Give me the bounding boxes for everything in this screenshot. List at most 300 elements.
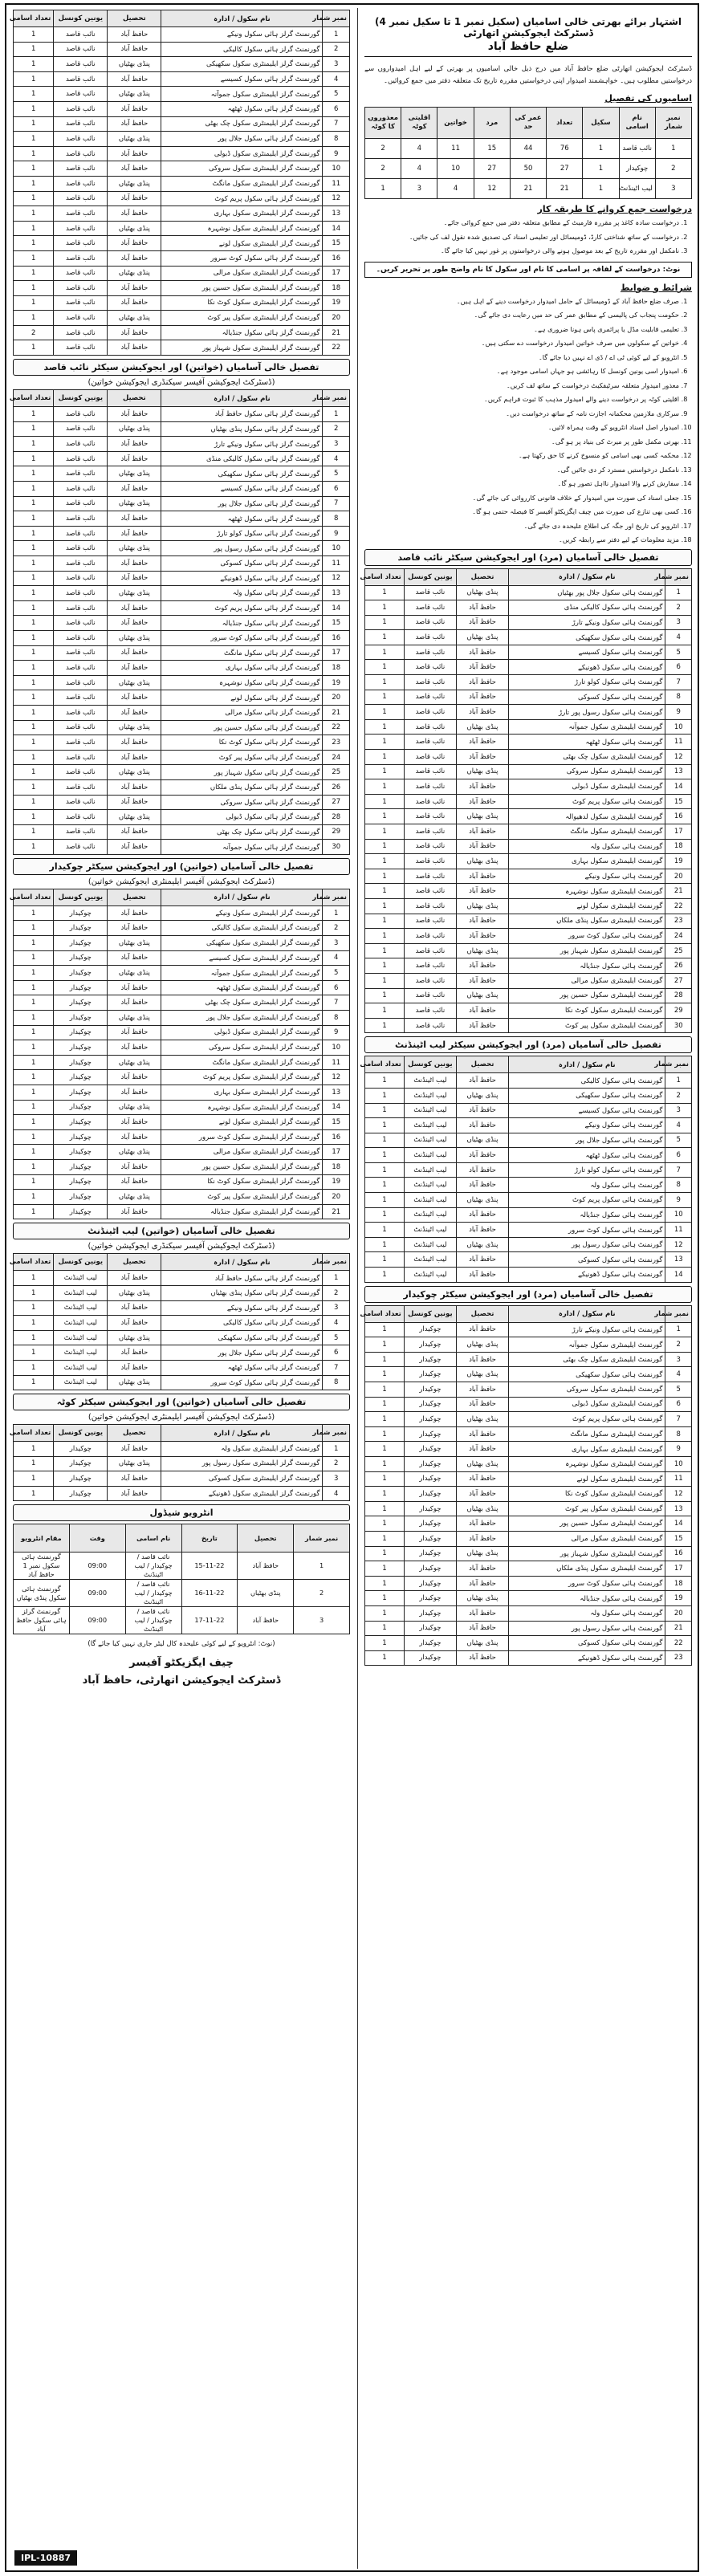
table-cell: پنڈی بھٹیاں (456, 1337, 508, 1353)
table-cell: 8 (323, 1011, 350, 1026)
table-cell: گورنمنٹ ایلیمنٹری سکول چک بھٹی (509, 1352, 665, 1367)
term-item: 3. تعلیمی قابلیت مڈل یا پرائمری پاس ہونا ضروری ہے۔ (364, 324, 679, 336)
table-cell: 1 (665, 1322, 692, 1337)
table-cell: گورنمنٹ گرلز ایلیمنٹری سکول سکھیکی (161, 57, 323, 72)
table-cell: نائب قاصد (54, 146, 108, 161)
table-cell: پنڈی بھٹیاں (456, 1193, 508, 1208)
term-item: 5. انٹرویو کے لیے کوئی ٹی اے / ڈی اے نہیں دیا جائے گا۔ (364, 352, 679, 364)
table-cell: نائب قاصد (54, 206, 108, 222)
vacancy-table-subtitle: (ڈسٹرکٹ ایجوکیشن آفیسر ایلیمنٹری ایجوکیشن خواتین) (87, 1413, 275, 1422)
table-cell: پنڈی بھٹیاں (456, 1237, 508, 1252)
table-cell: 3 (665, 615, 692, 630)
table-cell: حافظ آباد (456, 1252, 508, 1268)
table-row (365, 1088, 692, 1103)
table-cell: گورنمنٹ ہائی سکول جنڈیالہ (509, 958, 665, 974)
table-cell: 1 (365, 1501, 405, 1516)
table-cell: 30 (323, 840, 350, 855)
table-cell: 1 (365, 1237, 405, 1252)
table-cell: حافظ آباد (108, 1174, 161, 1190)
posts-header-cell: مرد (474, 108, 510, 139)
table-cell: نائب قاصد (54, 810, 108, 825)
table-cell: 1 (14, 630, 54, 645)
table-cell: 8 (323, 511, 350, 527)
table-cell: 19 (323, 675, 350, 690)
vacancy-header-cell: نمبر شمار (665, 568, 692, 585)
table-cell: حافظ آباد (108, 661, 161, 676)
method-title: درخواست جمع کروانے کا طریقہ کار (537, 204, 692, 214)
table-cell: چوکیدار (404, 1456, 456, 1471)
vacancy-header-cell: تعداد اسامی (365, 1305, 405, 1322)
table-cell: گورنمنٹ ہائی سکول سکھیکی (509, 1367, 665, 1382)
table-row (14, 1442, 350, 1457)
table-cell: پنڈی بھٹیاں (108, 311, 161, 326)
table-cell: 2 (14, 325, 54, 340)
term-item: 2. حکومت پنجاب کی پالیسی کے مطابق عمر کی حد میں رعایت دی جائے گی۔ (364, 310, 679, 321)
table-cell: 1 (14, 511, 54, 527)
table-cell: پنڈی بھٹیاں (108, 936, 161, 951)
table-cell: گورنمنٹ گرلز ایلیمنٹری سکول ڈھونیکے (161, 1486, 323, 1501)
table-cell: چوکیدار (404, 1501, 456, 1516)
table-cell: نائب قاصد (54, 421, 108, 437)
table-cell: 20 (323, 1190, 350, 1205)
table-row (365, 1237, 692, 1252)
interview-cell: 15-11-22 (181, 1553, 238, 1580)
table-cell: 1 (365, 1148, 405, 1163)
table-cell: گورنمنٹ گرلز ہائی سکول لونے (161, 690, 323, 706)
vacancy-header-cell: تحصیل (456, 568, 508, 585)
table-cell: پنڈی بھٹیاں (108, 966, 161, 981)
vacancy-header-cell: نام سکول / ادارہ (161, 1254, 323, 1271)
post-cell: 27 (474, 159, 510, 179)
table-cell: 1 (14, 1085, 54, 1101)
vacancy-table (360, 1056, 692, 1282)
table-cell: 1 (365, 1591, 405, 1606)
table-cell: حافظ آباد (108, 1159, 161, 1174)
table-cell: نائب قاصد (54, 281, 108, 296)
table-cell: گورنمنٹ گرلز ہائی سکول پیر کوٹ (161, 750, 323, 765)
table-cell: حافظ آباد (456, 645, 508, 660)
table-cell: 1 (365, 600, 405, 616)
table-row (365, 1471, 692, 1487)
table-cell: گورنمنٹ گرلز ہائی سکول حافظ آباد (161, 407, 323, 422)
table-row (14, 511, 350, 527)
table-cell: چوکیدار (54, 950, 108, 966)
table-cell: نائب قاصد (54, 451, 108, 466)
table-cell: 1 (14, 1204, 54, 1219)
table-row (365, 839, 692, 854)
table-cell: 12 (665, 1487, 692, 1502)
method-item: 1. درخواست سادہ کاغذ پر مقررہ فارمیٹ کے مطابق متعلقہ دفتر میں جمع کروائی جائے۔ (364, 218, 679, 229)
table-cell: چوکیدار (54, 936, 108, 951)
table-cell: 22 (323, 340, 350, 356)
table-cell: 1 (14, 1011, 54, 1026)
table-cell: چوکیدار (54, 1129, 108, 1145)
table-cell: چوکیدار (404, 1636, 456, 1651)
interview-header-cell: وقت (69, 1524, 125, 1553)
table-cell: 4 (323, 1316, 350, 1331)
vacancy-header-cell: نام سکول / ادارہ (161, 390, 323, 407)
table-row (365, 1252, 692, 1268)
table-cell: 6 (323, 980, 350, 995)
post-cell: 21 (510, 179, 546, 199)
vacancy-header-cell: تحصیل (456, 1056, 508, 1073)
table-cell: 1 (365, 779, 405, 795)
table-cell: لیب اٹینڈنٹ (54, 1360, 108, 1375)
table-row (14, 571, 350, 586)
table-row (365, 630, 692, 645)
table-row (14, 496, 350, 511)
table-cell: 1 (14, 1360, 54, 1375)
table-cell: 1 (365, 1003, 405, 1019)
table-cell: پنڈی بھٹیاں (108, 466, 161, 482)
table-cell: گورنمنٹ گرلز ہائی سکول جنڈیالہ (161, 616, 323, 631)
table-cell: 3 (323, 1471, 350, 1487)
interview-cell: حافظ آباد (238, 1553, 294, 1580)
table-cell: گورنمنٹ گرلز ایلیمنٹری سکول حسین پور (161, 1159, 323, 1174)
table-cell: لیب اٹینڈنٹ (404, 1162, 456, 1178)
table-row (365, 1003, 692, 1019)
table-cell: 30 (665, 1018, 692, 1033)
table-cell: گورنمنٹ گرلز ہائی سکول چک بھٹی (161, 824, 323, 840)
table-cell: 1 (365, 1268, 405, 1283)
interview-cell: 1 (294, 1553, 350, 1580)
table-cell: 11 (665, 1223, 692, 1238)
table-cell: 1 (365, 839, 405, 854)
table-cell: لیب اٹینڈنٹ (54, 1271, 108, 1286)
table-cell: نائب قاصد (404, 705, 456, 720)
table-row (365, 1576, 692, 1591)
table-cell: چوکیدار (54, 1040, 108, 1056)
table-cell: نائب قاصد (54, 496, 108, 511)
vacancy-header-cell: یونین کونسل (54, 1425, 108, 1442)
table-cell: نائب قاصد (54, 27, 108, 43)
table-cell: 5 (665, 1382, 692, 1398)
vacancy-header-cell: نمبر شمار (323, 1425, 350, 1442)
table-cell: گورنمنٹ ایلیمنٹری سکول لدھیوالہ (509, 809, 665, 824)
table-cell: لیب اٹینڈنٹ (404, 1268, 456, 1283)
table-cell: چوکیدار (404, 1471, 456, 1487)
table-cell: 16 (323, 1129, 350, 1145)
post-cell: 2 (365, 139, 401, 159)
post-cell: نائب قاصد (619, 139, 655, 159)
table-cell: حافظ آباد (456, 735, 508, 750)
table-cell: 17 (665, 1561, 692, 1577)
table-cell: حافظ آباد (108, 690, 161, 706)
table-cell: 25 (665, 943, 692, 958)
table-row (14, 600, 350, 616)
table-cell: لیب اٹینڈنٹ (404, 1252, 456, 1268)
table-cell: حافظ آباد (456, 705, 508, 720)
post-cell: 76 (547, 139, 583, 159)
table-cell: 1 (14, 995, 54, 1011)
table-cell: 11 (665, 735, 692, 750)
vacancy-header-cell: یونین کونسل (404, 1305, 456, 1322)
table-row (14, 810, 350, 825)
table-cell: حافظ آباد (456, 1621, 508, 1636)
signature-title: چیف ایگزیکٹو آفیسر (129, 1657, 234, 1670)
table-cell: 10 (665, 1456, 692, 1471)
table-cell: 28 (665, 988, 692, 1003)
table-row (14, 526, 350, 541)
table-cell: حافظ آباد (108, 1085, 161, 1101)
table-cell: چوکیدار (54, 1055, 108, 1070)
table-cell: 1 (365, 1546, 405, 1561)
table-cell: 1 (365, 988, 405, 1003)
table-cell: 1 (14, 71, 54, 87)
table-cell: نائب قاصد (54, 482, 108, 497)
table-cell: 1 (14, 266, 54, 281)
table-cell: حافظ آباد (108, 116, 161, 132)
table-cell: 1 (14, 191, 54, 206)
table-cell: حافظ آباد (108, 1025, 161, 1040)
vacancy-header-cell: نمبر شمار (323, 889, 350, 905)
table-cell: 1 (365, 690, 405, 705)
table-row (14, 311, 350, 326)
table-cell: نائب قاصد (54, 266, 108, 281)
table-cell: 1 (365, 884, 405, 899)
vacancy-header-cell: تحصیل (108, 1254, 161, 1271)
table-cell: چوکیدار (54, 1070, 108, 1085)
table-row (365, 1636, 692, 1651)
table-cell: 22 (665, 898, 692, 914)
table-cell: 15 (323, 1115, 350, 1130)
table-cell: گورنمنٹ ایلیمنٹری سکول سروکی (509, 1382, 665, 1398)
table-cell: 1 (665, 585, 692, 600)
table-cell: نائب قاصد (404, 988, 456, 1003)
table-cell: 3 (323, 437, 350, 452)
table-cell: گورنمنٹ ہائی سکول رسول پور تارڑ (509, 705, 665, 720)
table-row (365, 1073, 692, 1089)
table-cell: 1 (14, 750, 54, 765)
table-cell: 12 (665, 1237, 692, 1252)
table-cell: 18 (323, 1159, 350, 1174)
table-cell: 1 (14, 1271, 54, 1286)
table-cell: 1 (14, 556, 54, 572)
table-cell: گورنمنٹ ایلیمنٹری سکول پیر کوٹ (509, 1018, 665, 1033)
table-cell: حافظ آباد (108, 161, 161, 177)
vacancy-table-title: تفصیل خالی آسامیاں (خواتین) اور ایجوکیشن سیکٹر کوٹہ (13, 1394, 350, 1410)
table-cell: نائب قاصد (404, 719, 456, 735)
table-cell: 2 (323, 1456, 350, 1471)
table-cell: لیب اٹینڈنٹ (404, 1148, 456, 1163)
table-cell: 1 (365, 898, 405, 914)
interview-cell: 2 (294, 1580, 350, 1607)
table-cell: 1 (14, 1100, 54, 1115)
table-row (365, 779, 692, 795)
table-cell: گورنمنٹ ہائی سکول کسوکی (509, 1252, 665, 1268)
table-cell: گورنمنٹ گرلز ہائی سکول جلال پور (161, 1345, 323, 1361)
table-cell: حافظ آباد (456, 1018, 508, 1033)
table-row (365, 988, 692, 1003)
table-row (14, 586, 350, 601)
table-cell: پنڈی بھٹیاں (108, 496, 161, 511)
table-row (365, 973, 692, 988)
table-cell: حافظ آباد (108, 526, 161, 541)
table-row (14, 57, 350, 72)
right-column (360, 10, 692, 1666)
table-cell: 8 (665, 1426, 692, 1442)
posts-header-cell: سکیل (583, 108, 619, 139)
table-cell: گورنمنٹ ایلیمنٹری سکول سروکی (509, 764, 665, 779)
table-cell: حافظ آباد (108, 556, 161, 572)
interview-cell: 09:00 (69, 1553, 125, 1580)
table-row (14, 191, 350, 206)
table-cell: پنڈی بھٹیاں (456, 1501, 508, 1516)
table-cell: گورنمنٹ گرلز ہائی سکول پنڈی بھٹیاں (161, 1285, 323, 1300)
table-cell: 27 (323, 795, 350, 810)
table-row (365, 645, 692, 660)
table-cell: حافظ آباد (108, 325, 161, 340)
table-cell: پنڈی بھٹیاں (108, 1190, 161, 1205)
ipl-number: IPL-10887 (14, 2550, 77, 2566)
vacancy-header-cell: یونین کونسل (404, 568, 456, 585)
table-cell: 1 (14, 295, 54, 311)
table-cell: نائب قاصد (54, 765, 108, 780)
table-row (14, 1204, 350, 1219)
table-cell: گورنمنٹ ہائی سکول سکھیکی (509, 630, 665, 645)
table-cell: نائب قاصد (404, 869, 456, 884)
table-cell: گورنمنٹ گرلز ہائی سکول مانگٹ (161, 645, 323, 661)
table-cell: 1 (14, 765, 54, 780)
table-cell: نائب قاصد (404, 645, 456, 660)
table-cell: گورنمنٹ ایلیمنٹری سکول حسین پور (509, 1516, 665, 1532)
table-cell: 1 (14, 482, 54, 497)
table-cell: 1 (365, 1561, 405, 1577)
table-row (365, 1516, 692, 1532)
post-cell: 1 (655, 139, 691, 159)
table-row (14, 1040, 350, 1056)
table-cell: نائب قاصد (54, 295, 108, 311)
post-row (365, 159, 692, 179)
term-item: 18. مزید معلومات کے لیے دفتر سے رابطہ کریں۔ (364, 535, 679, 546)
post-cell: 2 (655, 159, 691, 179)
table-cell: نائب قاصد (54, 556, 108, 572)
table-cell: گورنمنٹ گرلز ایلیمنٹری سکول شہباز پور (161, 340, 323, 356)
table-cell: 1 (365, 660, 405, 675)
table-cell: 1 (14, 1486, 54, 1501)
table-cell: 15 (323, 616, 350, 631)
table-cell: 9 (323, 146, 350, 161)
table-cell: 12 (323, 571, 350, 586)
table-row (14, 980, 350, 995)
table-row (365, 1412, 692, 1427)
method-list (364, 218, 692, 257)
table-cell: حافظ آباد (108, 1040, 161, 1056)
table-cell: حافظ آباد (456, 839, 508, 854)
term-item: 4. خواتین کے سکولوں میں صرف خواتین امیدوار درخواست دے سکتی ہیں۔ (364, 338, 679, 349)
table-cell: 8 (665, 1178, 692, 1193)
table-cell: چوکیدار (404, 1397, 456, 1412)
vacancy-header-cell: تحصیل (108, 10, 161, 27)
table-cell: حافظ آباد (456, 1118, 508, 1133)
interview-header-cell: مقام انٹرویو (14, 1524, 70, 1553)
table-cell: لیب اٹینڈنٹ (54, 1375, 108, 1390)
table-cell: گورنمنٹ گرلز ایلیمنٹری سکول ڈبولی (161, 146, 323, 161)
table-cell: نائب قاصد (54, 311, 108, 326)
table-cell: حافظ آباد (456, 1268, 508, 1283)
table-cell: 3 (323, 1300, 350, 1316)
posts-header-cell: معذوروں کا کوٹہ (365, 108, 401, 139)
vacancy-header-cell: نام سکول / ادارہ (509, 1056, 665, 1073)
table-cell: چوکیدار (54, 905, 108, 921)
table-cell: لیب اٹینڈنٹ (54, 1285, 108, 1300)
table-cell: نائب قاصد (404, 914, 456, 929)
table-cell: حافظ آباد (108, 795, 161, 810)
table-row (365, 1426, 692, 1442)
vacancy-table (360, 568, 692, 1034)
interview-row (14, 1580, 350, 1607)
table-cell: 14 (323, 600, 350, 616)
table-cell: 1 (14, 101, 54, 116)
table-cell: حافظ آباد (108, 995, 161, 1011)
table-cell: 1 (365, 914, 405, 929)
table-cell: نائب قاصد (54, 616, 108, 631)
table-cell: گورنمنٹ گرلز ہائی سکول ڈبولی (161, 810, 323, 825)
posts-header-cell: عمر کی حد (510, 108, 546, 139)
table-cell: حافظ آباد (108, 42, 161, 57)
table-cell: گورنمنٹ گرلز ہائی سکول جموآنہ (161, 840, 323, 855)
interview-title: انٹرویو شیڈول (13, 1504, 350, 1521)
table-cell: گورنمنٹ گرلز ہائی سکول حافظ آباد (161, 1271, 323, 1286)
interview-header-cell: نمبر شمار (294, 1524, 350, 1553)
table-cell: 5 (323, 966, 350, 981)
table-cell: نائب قاصد (404, 898, 456, 914)
interview-header-cell: نام اسامی (125, 1524, 181, 1553)
table-cell: 1 (365, 735, 405, 750)
table-row (365, 824, 692, 840)
table-cell: 1 (14, 905, 54, 921)
vacancy-header-cell: تحصیل (108, 1425, 161, 1442)
table-cell: گورنمنٹ ایلیمنٹری سکول ڈبولی (509, 1397, 665, 1412)
table-cell: گورنمنٹ گرلز ہائی سکول ٹھٹھہ (161, 511, 323, 527)
table-row (365, 1591, 692, 1606)
table-row (14, 1025, 350, 1040)
table-cell: نائب قاصد (54, 750, 108, 765)
table-cell: 11 (323, 1055, 350, 1070)
table-cell: چوکیدار (404, 1621, 456, 1636)
table-cell: گورنمنٹ گرلز ایلیمنٹری سکول ٹھٹھہ (161, 980, 323, 995)
table-cell: 1 (665, 1073, 692, 1089)
table-cell: گورنمنٹ گرلز ہائی سکول پنڈی بھٹیاں (161, 421, 323, 437)
table-row (14, 1100, 350, 1115)
vacancy-header-cell: تعداد اسامی (14, 1425, 54, 1442)
table-cell: نائب قاصد (404, 929, 456, 944)
table-cell: 3 (665, 1103, 692, 1118)
table-cell: گورنمنٹ گرلز ایلیمنٹری سکول لونے (161, 1115, 323, 1130)
vacancy-table-title: تفصیل خالی آسامیاں (خواتین) اور ایجوکیشن سیکٹر نائب قاصد (13, 359, 350, 376)
table-cell: حافظ آباد (456, 779, 508, 795)
table-cell: 4 (665, 1118, 692, 1133)
table-cell: نائب قاصد (54, 675, 108, 690)
table-cell: 1 (14, 705, 54, 720)
table-cell: پنڈی بھٹیاں (456, 1591, 508, 1606)
table-cell: 1 (14, 586, 54, 601)
table-cell: پنڈی بھٹیاں (108, 1375, 161, 1390)
table-cell: گورنمنٹ ہائی سکول پریم کوٹ (509, 1412, 665, 1427)
table-cell: 1 (365, 854, 405, 869)
table-cell: نائب قاصد (54, 101, 108, 116)
table-cell: پنڈی بھٹیاں (108, 1145, 161, 1160)
posts-title: اسامیوں کی تفصیل (604, 93, 692, 104)
post-cell: 1 (583, 139, 619, 159)
table-row (365, 1162, 692, 1178)
table-cell: گورنمنٹ گرلز ایلیمنٹری سکول نوشہرہ (161, 221, 323, 236)
table-cell: حافظ آباد (108, 511, 161, 527)
table-cell: 21 (323, 325, 350, 340)
table-cell: 1 (365, 929, 405, 944)
table-cell: چوکیدار (404, 1337, 456, 1353)
table-cell: لیب اٹینڈنٹ (404, 1223, 456, 1238)
